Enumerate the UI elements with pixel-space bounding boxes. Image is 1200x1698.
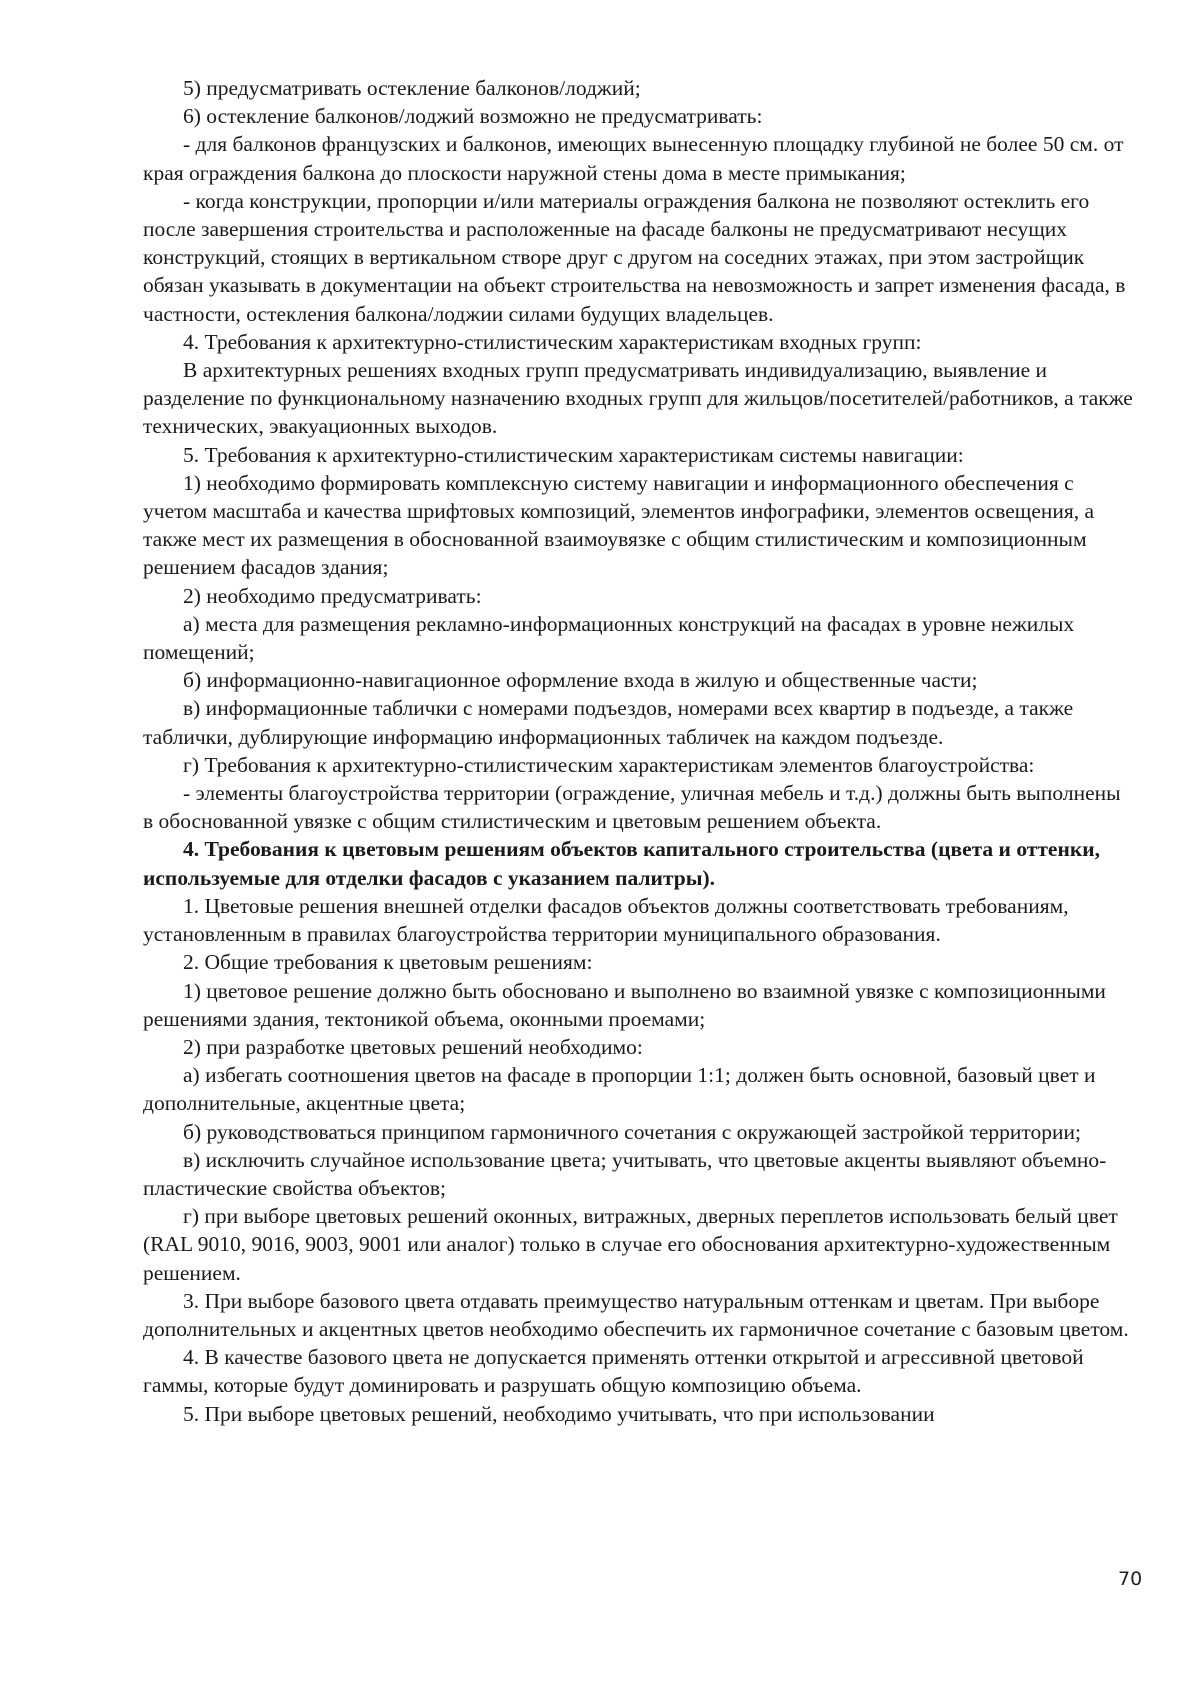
paragraph-entrance-groups-decisions: В архитектурных решениях входных групп предусматривать индивидуализацию, выявление и разделение по функциональному назначению входных групп для жильцов/посетителей/работников, а также технических, эвакуационных выходов. — [143, 358, 1133, 439]
page-number: 70 — [1118, 1568, 1143, 1590]
paragraph-info-plates: в) информационные таблички с номерами подъездов, номерами всех квартир в подъезде, а также таблички, дублирующие информацию информационных табличек на каждом подъезде. — [143, 696, 1074, 749]
paragraph-5-glazing: 5) предусматривать остекление балконов/лоджий; — [183, 76, 641, 100]
paragraph-5-navigation: 5. Требования к архитектурно-стилистическим характеристикам системы навигации: — [183, 442, 964, 467]
paragraph-6-glazing-optional: 6) остекление балконов/лоджий возможно не предусматривать: — [183, 104, 763, 129]
paragraph-color-a: а) избегать соотношения цветов на фасаде в пропорции 1:1; должен быть основной, базовый цвет и дополнительные, акцентные цвета; — [143, 1063, 1096, 1116]
paragraph-color-2-1: 1) цветовое решение должно быть обосновано и выполнено во взаимной увязке с композиционными решениями здания, тектоникой объема, оконными проемами; — [143, 978, 1106, 1031]
paragraph-balcony-constructions: - когда конструкции, пропорции и/или материалы ограждения балкона не позволяют остеклить его после завершения строительства и расположенные на фасаде балконы не предусматривают несущих конструкций, стоящих в вертикальном створе друг с другом на соседних этажах, при этом застройщик обязан указывать в документации на объект строительства на невозможность и запрет изменения фасада, в частности, остекления балкона/лоджии силами будущих владельцев. — [143, 188, 1126, 326]
paragraph-color-4: 4. В качестве базового цвета не допускается применять оттенки открытой и агрессивной цветовой гаммы, которые будут доминировать и разрушать общую композицию объема. — [143, 1345, 1084, 1398]
paragraph-french-balconies: - для балконов французских и балконов, имеющих вынесенную площадку глубиной не более 50 см. от края ограждения балкона до плоскости наружной стены дома в месте примыкания; — [143, 132, 1124, 185]
paragraph-color-2: 2. Общие требования к цветовым решениям: — [183, 950, 593, 975]
body-text — [143, 74, 1133, 1428]
paragraph-4-entrance-groups: 4. Требования к архитектурно-стилистическим характеристикам входных групп: — [183, 329, 922, 354]
paragraph-navigation-design: б) информационно-навигационное оформление входа в жилую и общественные части; — [183, 668, 978, 693]
paragraph-navigation-provide: 2) необходимо предусматривать: — [183, 583, 482, 608]
paragraph-color-v: в) исключить случайное использование цвета; учитывать, что цветовые акценты выявляют объемно-пластические свойства объектов; — [143, 1147, 1107, 1200]
paragraph-color-2-2: 2) при разработке цветовых решений необходимо: — [183, 1034, 643, 1059]
paragraph-navigation-system: 1) необходимо формировать комплексную систему навигации и информационного обеспечения с учетом масштаба и качества шрифтовых композиций, элементов инфографики, элементов освещения, а также мест их размещения в обоснованной взаимоувязке с общим стилистическим и композиционным решением фасадов здания; — [143, 470, 1095, 580]
paragraph-color-g: г) при выборе цветовых решений оконных, витражных, дверных переплетов использовать белый цвет (RAL 9010, 9016, 9003, 9001 или аналог) только в случае его обоснования архитектурно-художественным решением. — [143, 1204, 1118, 1285]
paragraph-color-3: 3. При выборе базового цвета отдавать преимущество натуральным оттенкам и цветам. При выборе дополнительных и акцентных цветов необходимо обеспечить их гармоничное сочетание с базовым цветом. — [143, 1288, 1129, 1341]
paragraph-color-1: 1. Цветовые решения внешней отделки фасадов объектов должны соответствовать требованиям, установленным в правилах благоустройства территории муниципального образования. — [143, 893, 1069, 947]
paragraph-landscaping-elements: - элементы благоустройства территории (ограждение, уличная мебель и т.д.) должны быть выполнены в обоснованной увязке с общим стилистическим и цветовым решением объекта. — [143, 781, 1121, 834]
paragraph-advertising-places: а) места для размещения рекламно-информационных конструкций на фасадах в уровне нежилых помещений; — [143, 611, 1075, 665]
section-heading-color-solutions: 4. Требования к цветовым решениям объектов капитального строительства (цвета и оттенки, используемые для отделки фасадов с указанием палитры). — [143, 837, 1100, 890]
paragraph-landscaping-requirements: г) Требования к архитектурно-стилистическим характеристикам элементов благоустройства: — [183, 752, 1035, 777]
paragraph-color-5: 5. При выборе цветовых решений, необходимо учитывать, что при использовании — [183, 1401, 935, 1426]
paragraph-color-b: б) руководствоваться принципом гармоничного сочетания с окружающей застройкой территории; — [183, 1119, 1081, 1144]
